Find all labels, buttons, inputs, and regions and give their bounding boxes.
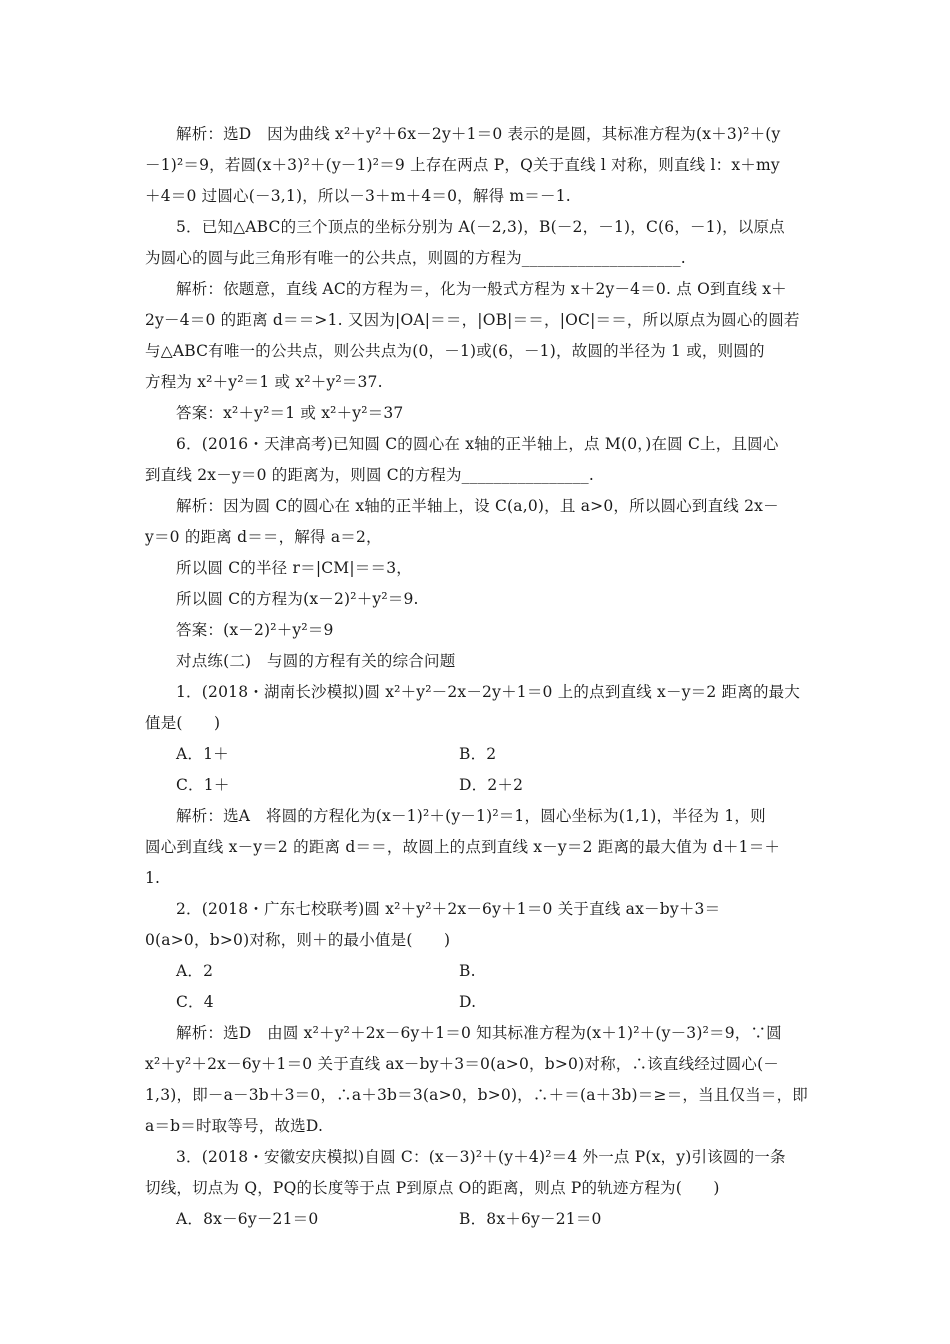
text-line: 2y－4＝0 的距离 d＝＝>1. 又因为|OA|＝＝，|OB|＝＝，|OC|＝＝，所以原点为圆心的圆若: [145, 311, 800, 329]
answer-line: 答案：(x－2)²＋y²＝9: [176, 621, 334, 639]
text-line: 5．已知△ABC的三个顶点的坐标分别为 A(－2,3)，B(－2，－1)，C(6，－1)，以原点: [176, 218, 785, 236]
text-line: 切线，切点为 Q，PQ的长度等于点 P到原点 O的距离，则点 P的轨迹方程为( ): [145, 1179, 720, 1197]
option-d: D.: [459, 993, 477, 1011]
option-a: A．8x－6y－21＝0: [176, 1210, 319, 1228]
text-line: 1,3)，即－a－3b＋3＝0，∴a＋3b＝3(a>0，b>0)，∴＋＝(a＋3b)＝≥＝，当且仅当＝，即: [145, 1086, 808, 1104]
text-line: 到直线 2x－y＝0 的距离为，则圆 C的方程为________________.: [145, 466, 594, 484]
text-line: 1．(2018・湖南长沙模拟)圆 x²＋y²－2x－2y＋1＝0 上的点到直线 x－y＝2 距离的最大: [176, 683, 801, 701]
option-b: B．2: [459, 745, 497, 763]
text-line: 3．(2018・安徽安庆模拟)自圆 C：(x－3)²＋(y＋4)²＝4 外一点 P(x，y)引该圆的一条: [176, 1148, 786, 1166]
text-line: 方程为 x²＋y²＝1 或 x²＋y²＝37.: [145, 373, 383, 391]
text-line: 1.: [145, 869, 161, 887]
option-b: B．8x＋6y－21＝0: [459, 1210, 602, 1228]
text-line: 解析：因为圆 C的圆心在 x轴的正半轴上，设 C(a,0)，且 a>0，所以圆心到直线 2x－: [176, 497, 779, 515]
option-a: A．2: [176, 962, 214, 980]
answer-line: 答案：x²＋y²＝1 或 x²＋y²＝37: [176, 404, 404, 422]
text-line: 0(a>0，b>0)对称，则＋的最小值是( ): [145, 931, 451, 949]
text-line: 解析：依题意，直线 AC的方程为＝，化为一般式方程为 x＋2y－4＝0. 点 O到直线 x＋: [176, 280, 787, 298]
text-line: a＝b＝时取等号，故选D.: [145, 1117, 324, 1135]
text-line: 解析：选D 由圆 x²＋y²＋2x－6y＋1＝0 知其标准方程为(x＋1)²＋(y－3)²＝9，∵圆: [176, 1024, 782, 1042]
option-a: A．1＋: [176, 745, 229, 763]
text-line: 与△ABC有唯一的公共点，则公共点为(0，－1)或(6，－1)，故圆的半径为 1 或，则圆的: [145, 342, 765, 360]
section-heading: 对点练(二) 与圆的方程有关的综合问题: [176, 652, 456, 670]
text-line: 6．(2016・天津高考)已知圆 C的圆心在 x轴的正半轴上，点 M(0，)在圆 C上，且圆心: [176, 435, 779, 453]
text-line: x²＋y²＋2x－6y＋1＝0 关于直线 ax－by＋3＝0(a>0，b>0)对称，∴该直线经过圆心(－: [145, 1055, 780, 1073]
text-line: 2．(2018・广东七校联考)圆 x²＋y²＋2x－6y＋1＝0 关于直线 ax－by＋3＝: [176, 900, 721, 918]
option-b: B.: [459, 962, 476, 980]
text-line: 解析：选A 将圆的方程化为(x－1)²＋(y－1)²＝1，圆心坐标为(1,1)，半径为 1，则: [176, 807, 766, 825]
text-line: －1)²＝9，若圆(x＋3)²＋(y－1)²＝9 上存在两点 P，Q关于直线 l 对称，则直线 l：x＋my: [145, 156, 780, 174]
text-line: 为圆心的圆与此三角形有唯一的公共点，则圆的方程为____________________.: [145, 249, 686, 267]
option-d: D．2＋2: [459, 776, 524, 794]
text-line: 所以圆 C的方程为(x－2)²＋y²＝9.: [176, 590, 419, 608]
text-line: ＋4＝0 过圆心(－3,1)，所以－3＋m＋4＝0，解得 m＝－1.: [145, 187, 571, 205]
text-line: 所以圆 C的半径 r＝|CM|＝＝3，: [176, 559, 412, 577]
text-line: 解析：选D 因为曲线 x²＋y²＋6x－2y＋1＝0 表示的是圆，其标准方程为(x＋3)²＋(y: [176, 125, 781, 143]
option-c: C．4: [176, 993, 214, 1011]
text-line: 圆心到直线 x－y＝2 的距离 d＝＝，故圆上的点到直线 x－y＝2 距离的最大值为 d＋1＝＋: [145, 838, 781, 856]
text-line: y＝0 的距离 d＝＝，解得 a＝2，: [145, 528, 382, 546]
text-line: 值是( ): [145, 714, 221, 732]
option-c: C．1＋: [176, 776, 230, 794]
